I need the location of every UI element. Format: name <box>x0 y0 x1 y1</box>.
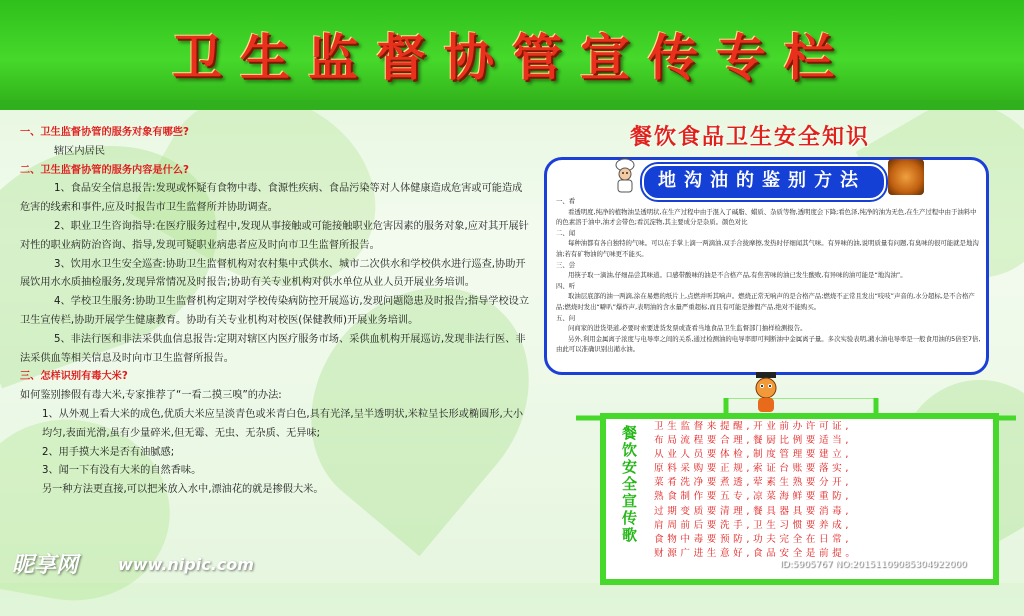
service-item: 1、食品安全信息报告:发现或怀疑有食物中毒、食源性疾病、食品污染等对人体健康造成危害或可能造成危害的线索和事件,应及时报告市卫生监督所并协助调查。 <box>20 183 523 214</box>
answer-1: 辖区内居民 <box>54 145 105 157</box>
song-label: 餐饮安全宣传歌 <box>620 425 638 544</box>
method-line: 取油层底部的油一两滴,涂在易燃的纸片上,点燃并听其响声。燃烧正常无响声的是合格产品;燃烧不正常且发出“吱吱”声音的,水分超标,是不合格产品;燃烧时发出“噼叭”爆炸声,表明油的含水量严重超标,而且有可能是掺假产品,绝对不能购买。 <box>556 292 975 311</box>
song-line: 从业人员要体检,制度管理要建立, <box>654 449 853 461</box>
question-1: 一、卫生监督协管的服务对象有哪些? <box>20 127 189 138</box>
rice-intro: 如何鉴别掺假有毒大米,专家推荐了“一看二摸三嗅”的办法: <box>20 390 282 402</box>
service-item: 3、饮用水卫生安全巡查:协助卫生监督机构对农村集中式供水、城市二次供水和学校供水进行巡查,协助开展饮用水水质抽检服务,发现异常情况及时报告;协助有关专业机构对供水单位从业人员开展业务培训。 <box>20 258 526 289</box>
method-line: 每种油都有各自独特的气味。可以在手掌上滴一两滴油,双手合拢摩擦,发热时仔细闻其气味。有异味的油,说明质量有问题,有臭味的很可能就是地沟油;若有矿物油的气味更不能买。 <box>556 239 979 258</box>
rice-item: 2、用手摸大米是否有油腻感; <box>42 446 175 458</box>
header-band <box>0 100 1024 110</box>
service-item: 4、学校卫生服务:协助卫生监督机构定期对学校传染病防控开展巡访,发现问题隐患及时报告;指导学校设立卫生宣传栏,协助开展学生健康教育。协助有关专业机构对校医(保健教师)开展业务培训。 <box>20 296 530 326</box>
page-title: 卫生监督协管宣传专栏 <box>172 28 852 87</box>
method-line: 另外,利用金属离子浓度与电导率之间的关系,通过检测油的电导率即可判断油中金属离子量。多次实验表明,潲水油电导率是一般食用油的5倍至7倍,由此可以准确识别出潲水油。 <box>556 334 981 354</box>
rice-item: 3、闻一下有没有大米的自然香味。 <box>42 465 202 477</box>
question-2: 二、卫生监督协管的服务内容是什么? <box>20 164 189 176</box>
song-line: 菜肴洗净要煮透,荤素生熟要分开, <box>654 477 853 489</box>
question-3: 三、怎样识别有毒大米? <box>20 371 128 383</box>
section-title: 餐饮食品卫生安全知识 <box>630 124 871 150</box>
service-item: 2、职业卫生咨询指导:在医疗服务过程中,发现从事接触或可能接触职业危害因素的服务对象,应对其开展针对性的职业病防治咨询、指导,发现可疑职业病患者应及时向市卫生监督所报告。 <box>20 220 529 251</box>
method-line: 三、尝 <box>556 260 576 269</box>
method-line: 用筷子取一滴油,仔细品尝其味道。口感带酸味的油是不合格产品,有焦苦味的油已发生酸败,有异味的油可能是“地沟油”。 <box>568 271 907 280</box>
song-line: 肩周前后要洗手,卫生习惯要养成, <box>654 519 853 531</box>
mascot-icon <box>748 370 784 416</box>
chef-icon <box>611 158 639 194</box>
left-column <box>20 124 532 584</box>
method-line: 看透明度,纯净的植物油呈透明状,在生产过程中由于混入了碱脂、蜡质、杂质等物,透明度会下降;看色泽,纯净的油为无色,在生产过程中由于油料中的色素溶于油中,油才会带色;看沉淀物,其主要成分是杂质。颜色对比 <box>556 207 977 227</box>
song-line: 原料采购要正规,索证台账要落实, <box>654 463 853 475</box>
rice-item: 1、从外观上看大米的成色,优质大米应呈淡青色或米青白色,具有光泽,呈半透明状,米粒呈长形或椭圆形,大小均匀,表面光滑,虽有少量碎米,但无霉、无虫、无杂质、无异味; <box>42 408 524 439</box>
watermark-logo: 昵享网 <box>12 553 79 578</box>
method-line: 二、闻 <box>556 228 576 237</box>
watermark-id: ID:5905767 NO:20151109085304922000 <box>780 560 967 570</box>
method-line: 问商家的进货渠道,必要时索要进货发票或查看当地食品卫生监督部门抽样检测报告。 <box>568 324 807 333</box>
song-line: 熟食制作要五专,凉菜海鲜要重防, <box>654 491 853 503</box>
song-line: 财源广进生意好,食品安全是前提。 <box>654 547 859 559</box>
song-lines <box>654 420 992 561</box>
method-line: 五、问 <box>556 313 576 322</box>
song-line: 食物中毒要预防,功夫完全在日常, <box>654 533 853 545</box>
method-line: 一、看 <box>556 197 576 205</box>
service-item: 5、非法行医和非法采供血信息报告:定期对辖区内医疗服务市场、采供血机构开展巡访,发现非法行医、非法采供血等相关信息及时向市卫生监督所报告。 <box>20 333 526 364</box>
method-line: 四、听 <box>556 281 576 290</box>
watermark-url: www.nipic.com <box>118 555 254 574</box>
method-text <box>556 196 981 355</box>
method-title: 地沟油的鉴别方法 <box>658 170 866 191</box>
song-line: 卫生监督来提醒,开业前办许可证, <box>654 421 853 432</box>
rice-item: 另一种方法更直接,可以把米放入水中,漂油花的就是掺假大米。 <box>42 484 324 496</box>
song-line: 布局流程要合理,餐厨比例要适当, <box>654 435 853 447</box>
song-line: 过期变质要清理,餐具器具要消毒, <box>654 505 853 517</box>
food-photo <box>888 159 924 195</box>
